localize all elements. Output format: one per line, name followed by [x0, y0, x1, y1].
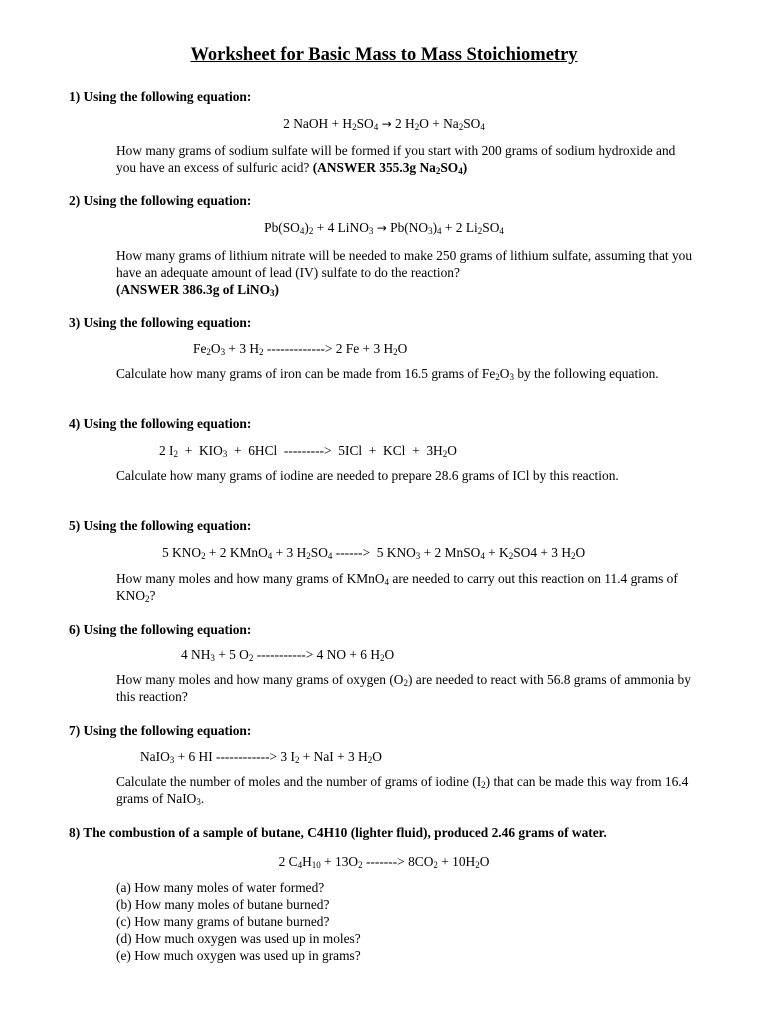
- question-8-equation: 2 $C_4H_{10} + 13O_2$ -------> $8CO_2 + 10H_2O$: [278, 854, 490, 870]
- question-2-answer: (ANSWER 386.3g of LiNO$_3$): [116, 282, 279, 298]
- question-4-heading: 4) Using the following equation:: [69, 416, 252, 431]
- question-6-text: How many moles and how many grams of oxygen $(O_2)$ are needed to react with 56.8 grams of ammonia by this reaction?: [116, 672, 691, 704]
- question-4-text: Calculate how many grams of iodine are needed to prepare 28.6 grams of ICl by this reaction.: [116, 468, 619, 483]
- question-3-text: Calculate how many grams of iron can be made from 16.5 grams of $Fe_2O_3$ by the following equation.: [116, 366, 659, 382]
- question-7-text: Calculate the number of moles and the number of grams of iodine $(I_2)$ that can be made this way from 16.4 grams of NaIO$_3$.: [116, 774, 689, 807]
- question-5-heading: 5) Using the following equation:: [69, 518, 252, 533]
- question-7-heading: 7) Using the following equation:: [69, 723, 252, 738]
- question-5-text: How many moles and how many grams of KMnO$_4$ are needed to carry out this reaction on 11.4 grams of $KNO_2$?: [116, 571, 678, 604]
- list-item: (b) How many moles of butane burned?: [116, 897, 330, 912]
- question-7-equation: NaIO$_3$ + 6 HI ------------> 3 $I_2$ + NaI + 3 $H_2O$: [140, 749, 382, 765]
- question-2-text: How many grams of lithium nitrate will be needed to make 250 grams of lithium sulfate, assuming that you have an adequate amount of lead (IV) sulfate to do the reaction? (ANSWER 386.3g of LiNO$_3$): [116, 248, 693, 298]
- page-title: Worksheet for Basic Mass to Mass Stoichiometry: [190, 45, 578, 65]
- question-6-equation: 4 $NH_3 + 5$ $O_2$ -----------> 4 NO + 6 $H_2O$: [181, 647, 395, 663]
- question-1-text: How many grams of sodium sulfate will be formed if you start with 200 grams of sodium hydroxide and you have an excess of sulfuric acid? (ANSWER 355.3g $Na_2SO_4$): [116, 143, 676, 176]
- list-item: (c) How many grams of butane burned?: [116, 914, 330, 929]
- list-item: (d) How much oxygen was used up in moles?: [116, 931, 361, 946]
- question-1-answer: (ANSWER 355.3g $Na_2SO_4$): [312, 160, 468, 176]
- list-item: (e) How much oxygen was used up in grams?: [116, 948, 361, 963]
- right-arrow-icon: →: [381, 117, 392, 131]
- question-1-heading: 1) Using the following equation:: [69, 89, 252, 104]
- question-8-subquestions: [116, 879, 361, 964]
- question-3-equation: $Fe_2O_3 + 3$ $H_2$ -------------> 2 Fe + 3 $H_2O$: [193, 341, 408, 357]
- right-arrow-icon: →: [376, 221, 387, 235]
- question-2-heading: 2) Using the following equation:: [69, 193, 252, 208]
- question-8-heading: 8) The combustion of a sample of butane, C4H10 (lighter fluid), produced 2.46 grams of water.: [69, 825, 607, 840]
- question-4-equation: 2 $I_2 + KIO_3 + 6HCl$ ---------> 5ICl + KCl + $3H_2O$: [159, 443, 457, 459]
- question-2-equation: $Pb(SO_4)_2 + 4$ LiNO$_3$ → $Pb(NO_3)_4 + 2$ $Li_2SO_4$: [264, 220, 504, 236]
- list-item: (a) How many moles of water formed?: [116, 880, 325, 895]
- question-6-heading: 6) Using the following equation:: [69, 622, 252, 637]
- question-1-equation: 2 NaOH + $H_2SO_4 \to 2$ $H_2O + Na_2SO_4$: [283, 116, 485, 132]
- question-3-heading: 3) Using the following equation:: [69, 315, 252, 330]
- question-5-equation: 5 $KNO_2 + 2$ KMnO$_4$ + 3 $H_2SO_4$ ------> 5 $KNO_3 + 2$ MnSO$_4$ + $K_2SO4 + 3$ $H_2O$: [162, 545, 586, 561]
